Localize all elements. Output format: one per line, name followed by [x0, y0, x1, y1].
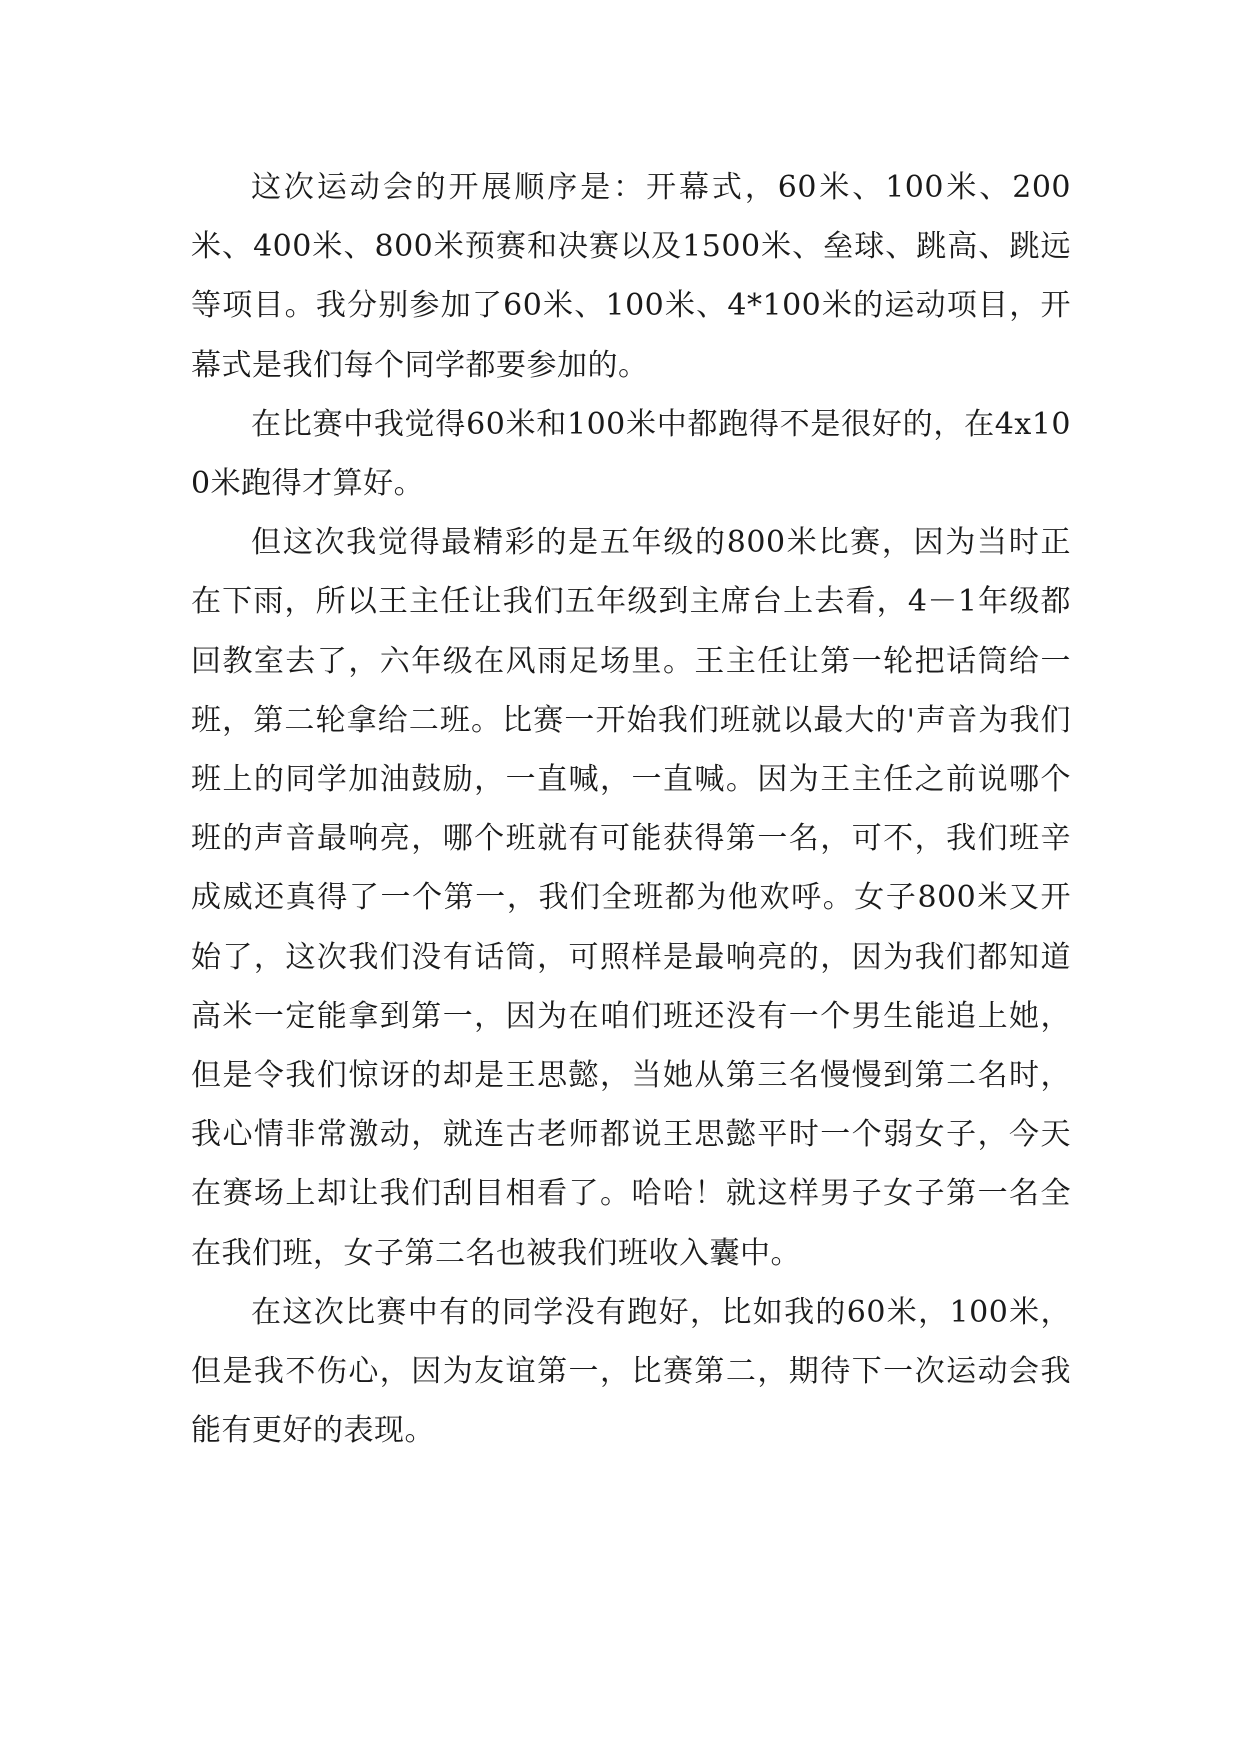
paragraph-3: 但这次我觉得最精彩的是五年级的800米比赛，因为当时正在下雨，所以王主任让我们五年级到主席台上去看，4－1年级都回教室去了，六年级在风雨足场里。王主任让第一轮把话筒给一班，第二轮拿给二班。比赛一开始我们班就以最大的'声音为我们班上的同学加油鼓励，一直喊，一直喊。因为王主任之前说哪个班的声音最响亮，哪个班就有可能获得第一名，可不，我们班辛成威还真得了一个第一，我们全班都为他欢呼。女子800米又开始了，这次我们没有话筒，可照样是最响亮的，因为我们都知道高米一定能拿到第一，因为在咱们班还没有一个男生能追上她，但是令我们惊讶的却是王思懿，当她从第三名慢慢到第二名时，我心情非常激动，就连古老师都说王思懿平时一个弱女子，今天在赛场上却让我们刮目相看了。哈哈！就这样男子女子第一名全在我们班，女子第二名也被我们班收入囊中。 [191, 525, 1071, 1271]
paragraph-4: 在这次比赛中有的同学没有跑好，比如我的60米，100米，但是我不伤心，因为友谊第一，比赛第二，期待下一次运动会我能有更好的表现。 [191, 1294, 1071, 1449]
document-body [191, 158, 1071, 1460]
paragraph-1: 这次运动会的开展顺序是：开幕式，60米、100米、200米、400米、800米预赛和决赛以及1500米、垒球、跳高、跳远等项目。我分别参加了60米、100米、4*100米的运动项目，开幕式是我们每个同学都要参加的。 [191, 170, 1071, 383]
paragraph-2: 在比赛中我觉得60米和100米中都跑得不是很好的，在4x100米跑得才算好。 [191, 406, 1071, 502]
